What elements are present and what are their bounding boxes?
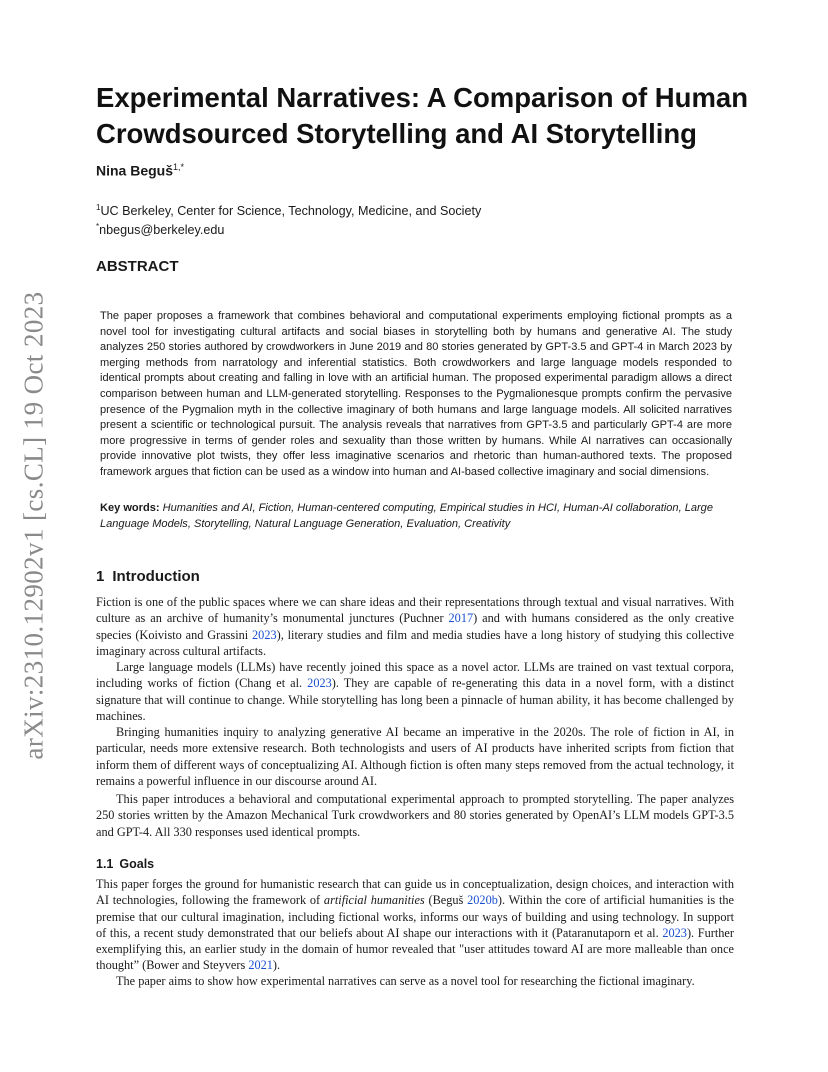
citation-link[interactable]: 2017 [448, 611, 474, 626]
contact-email[interactable]: nbegus@berkeley.edu [99, 223, 225, 238]
keywords [100, 501, 734, 532]
subsection-number: 1.1 [96, 857, 114, 871]
section-heading-introduction [96, 568, 200, 585]
citation-link[interactable]: 2020b [467, 893, 498, 908]
text-run: ). Further exemplifying this, an earlier study in the domain of humor revealed that "user attitudes toward AI are more malleable than once thought” (Bower and Steyvers [96, 925, 734, 973]
arxiv-identifier: arXiv:2310.12902v1 [cs.CL] 19 Oct 2023 [18, 290, 49, 760]
author-name: Nina Beguš [96, 162, 174, 179]
intro-paragraph-4: This paper introduces a behavioral and computational experimental approach to prompted storytelling. The paper analyzes 250 stories written by the Amazon Mechanical Turk crowdworkers and 80 stories generated by OpenAI’s LLM models GPT-3.5 and GPT-4. All 330 responses used identical prompts. [96, 792, 734, 839]
text-run: Large language models (LLMs) have recently joined this space as a novel actor. LLMs are trained on vast textual corpora, including works of fiction (Chang et al. [96, 660, 734, 691]
paper-title: Experimental Narratives: A Comparison of Human Crowdsourced Storytelling and AI Storytelling [96, 82, 749, 149]
author-line [96, 162, 184, 179]
intro-paragraph-1 [96, 594, 734, 659]
section-title: Introduction [112, 568, 200, 585]
citation-link[interactable]: 2023 [307, 676, 332, 691]
text-run: ). Within the core of artificial humanities is the premise that our cultural imagination, including fictional works, informs our ways of building and using technology. In support of this, a recent study demonstrated that our beliefs about AI shape our interactions with it (Pataranutaporn et al. [96, 893, 734, 940]
abstract-text: The paper proposes a framework that combines behavioral and computational experiments employing fictional prompts as a novel tool for investigating cultural artifacts and social biases in storytelling both by humans and generative AI. The study analyzes 250 stories authored by crowdworkers in June 2019 and 80 stories generated by GPT-3.5 and GPT-4 in March 2023 by merging methods from narratology and inferential statistics. Both crowdworkers and large language models responded to identical prompts about creating and falling in love with an artificial human. The proposed experimental paradigm allows a direct comparison between human and LLM-generated storytelling. Responses to the Pygmalionesque prompts confirm the pervasive presence of the Pygmalion myth in the collective imaginary of both humans and large language models. All solicited narratives present a scientific or technological pursuit. The analysis reveals that narratives from GPT-3.5 and particularly GPT-4 are more more progressive in terms of gender roles and sexuality than those written by humans. While AI narratives can occasionally provide innovative plot twists, they offer less imaginative scenarios and rhetoric than human-authored texts. The proposed framework argues that fiction can be used as a window into human and AI-based collective imaginary and social dimensions. [100, 310, 732, 478]
author-marks: 1,* [173, 162, 185, 172]
text-run: ). They are capable of re-generating this data in a novel form, with a distinct signature that will continue to change. While storytelling has long been a pinnacle of human ability, it has become challenged by machines. [96, 676, 734, 723]
text-run: ) and with humans considered as the only creative species (Koivisto and Grassini [96, 611, 734, 642]
abstract-heading: ABSTRACT [96, 258, 179, 275]
text-run: (Beguš [424, 893, 468, 908]
contact-line [96, 219, 736, 238]
citation-link[interactable]: 2021 [248, 958, 273, 973]
text-run: ), literary studies and film and media studies have a long history of studying this collective imaginary across cultural artifacts. [96, 627, 734, 658]
affiliations [96, 200, 736, 238]
citation-link[interactable]: 2023 [252, 627, 277, 642]
affiliation-mark: 1 [96, 203, 101, 212]
text-run: This paper forges the ground for humanistic research that can guide us in conceptualization, design choices, and interaction with AI technologies, following the framework of [96, 877, 734, 908]
text-run: Fiction is one of the public spaces where we can share ideas and their representations through textual and visual narratives. With culture as an archive of humanity’s monumental junctures (Puchner [96, 595, 734, 626]
intro-paragraph-3: Bringing humanities inquiry to analyzing generative AI became an imperative in the 2020s. The role of fiction in AI, in particular, needs more extensive research. Both technologists and users of AI products have inherited scripts from fiction that inform them of different ways of conceptualizing AI. Although fiction is often many steps removed from the actual technology, it remains a powerful influence in our discourse around AI. [96, 725, 734, 788]
goals-paragraph-2: The paper aims to show how experimental narratives can serve as a novel tool for researching the fictional imaginary. [116, 974, 695, 988]
goals-paragraph-1 [96, 876, 734, 974]
affiliation-text: UC Berkeley, Center for Science, Technology, Medicine, and Society [100, 204, 482, 219]
emphasis-term: artificial humanities [323, 893, 425, 908]
arxiv-side-stamp [10, 290, 58, 760]
section-number: 1 [96, 568, 105, 585]
subsection-title: Goals [119, 857, 155, 871]
contact-mark: * [96, 222, 100, 232]
intro-paragraph-2 [96, 659, 734, 724]
keywords-list: Humanities and AI, Fiction, Human-centered computing, Empirical studies in HCI, Human-AI collaboration, Large Language Models, Storytelling, Natural Language Generation, Evaluation, Creativity [100, 502, 713, 530]
affiliation-line [96, 200, 736, 219]
subsection-heading-goals [96, 857, 154, 871]
text-run: ). [272, 958, 281, 973]
citation-link[interactable]: 2023 [662, 925, 687, 940]
keywords-label: Key words: [100, 502, 160, 514]
